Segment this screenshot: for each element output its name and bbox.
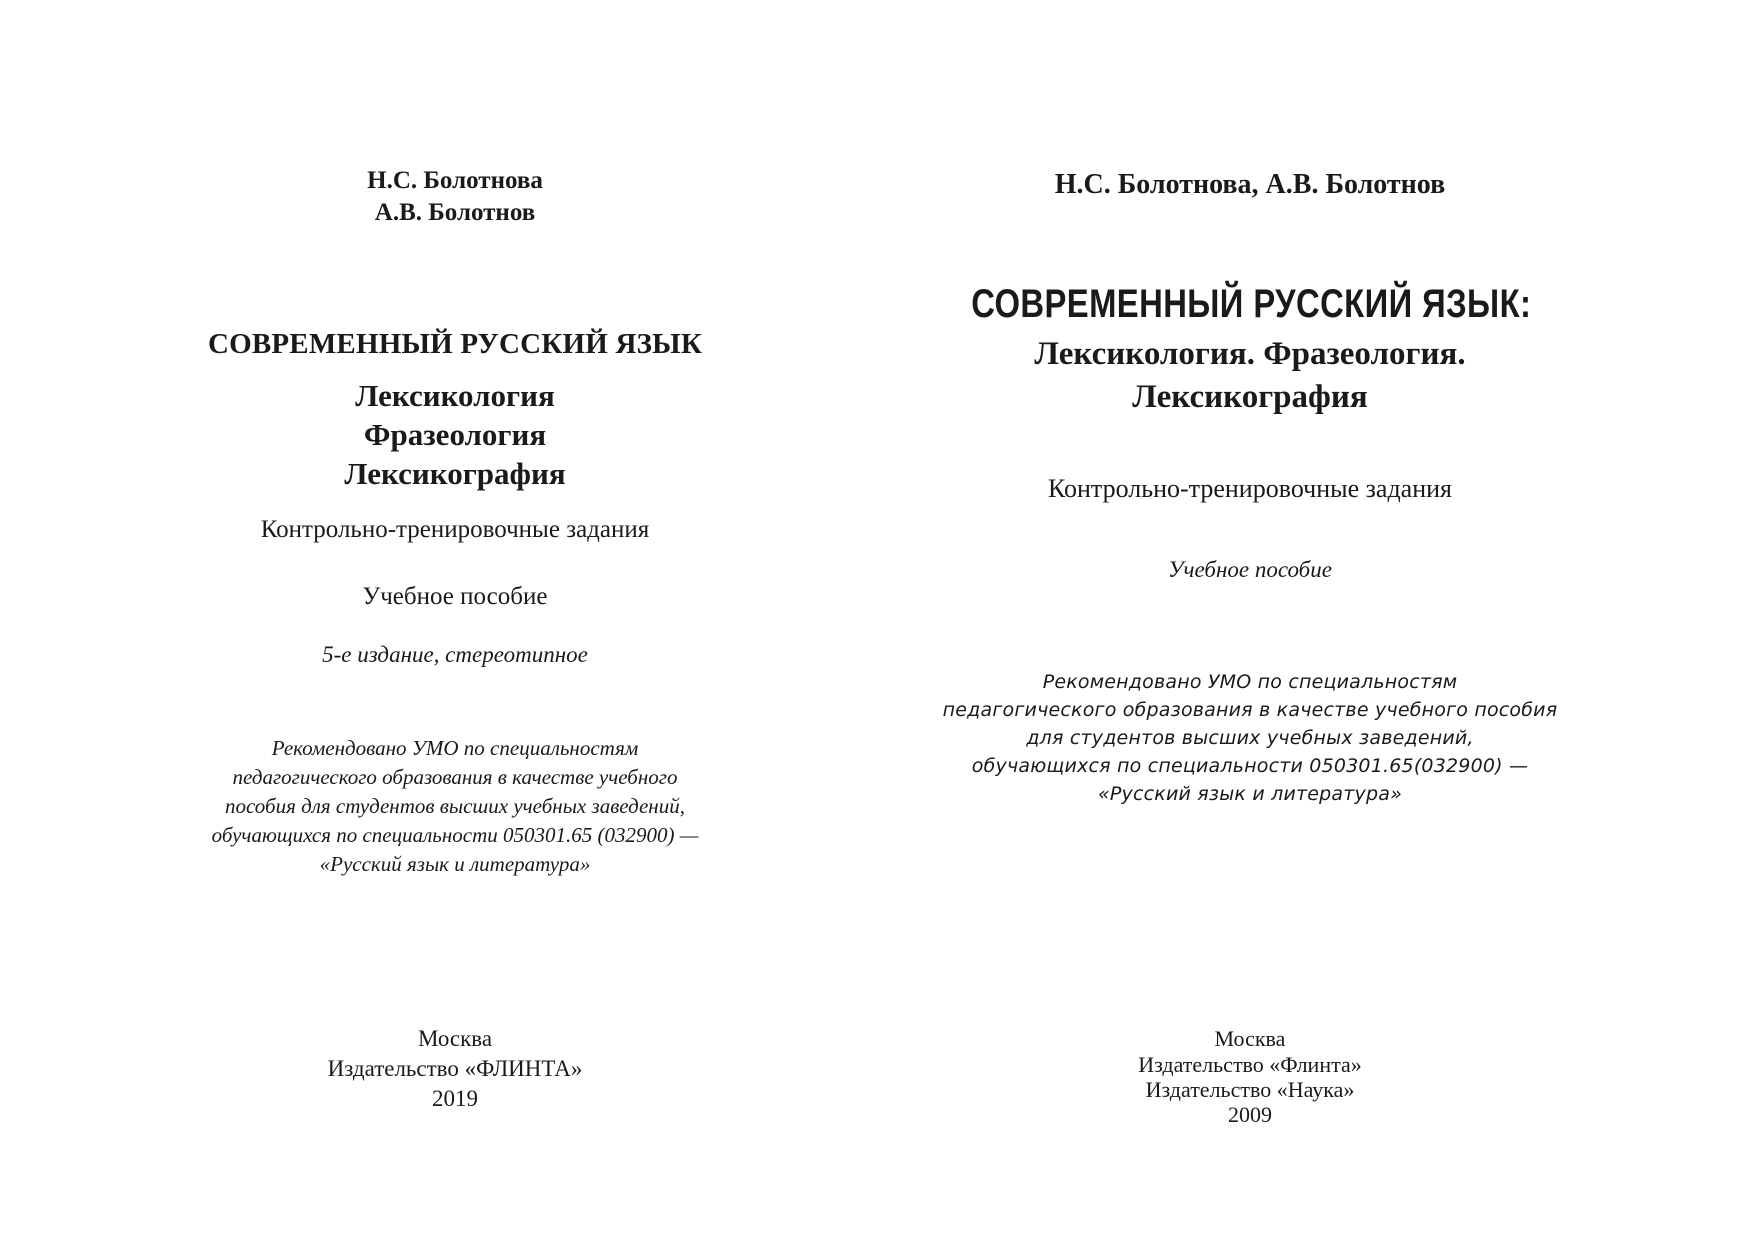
left-recommendation-line: Рекомендовано УМО по специальностям bbox=[271, 736, 639, 760]
left-recommendation-line: педагогического образования в качестве учебного bbox=[232, 765, 678, 789]
right-recommendation-line: Рекомендовано УМО по специальностям bbox=[1042, 671, 1458, 693]
right-year: 2009 bbox=[1228, 1102, 1272, 1127]
right-exercise-type: Контрольно-тренировочные задания bbox=[1047, 474, 1453, 503]
left-recommendation-line: пособия для студентов высших учебных заведений, bbox=[225, 794, 685, 818]
left-subtitle-1: Лексикология bbox=[355, 378, 555, 413]
right-recommendation-line: обучающихся по специальности 050301.65(032900) — bbox=[971, 755, 1529, 777]
right-title-page bbox=[910, 0, 1755, 1240]
left-author-2: А.В. Болотнов bbox=[374, 199, 536, 226]
right-book-type: Учебное пособие bbox=[1168, 557, 1332, 582]
right-authors: Н.С. Болотнова, А.В. Болотнов bbox=[1054, 169, 1446, 200]
right-publisher-1: Издательство «Флинта» bbox=[1138, 1052, 1362, 1077]
right-publisher-2: Издательство «Наука» bbox=[1145, 1077, 1355, 1102]
left-edition: 5-е издание, стереотипное bbox=[322, 642, 588, 667]
right-recommendation-line: педагогического образования в качестве учебного пособия bbox=[942, 699, 1558, 721]
left-subtitle-3: Лексикография bbox=[344, 456, 566, 491]
left-recommendation-line: «Русский язык и литература» bbox=[319, 852, 591, 876]
left-subtitle-2: Фразеология bbox=[363, 417, 547, 452]
right-recommendation-line: «Русский язык и литература» bbox=[1097, 783, 1403, 805]
right-recommendation-line: для студентов высших учебных заведений, bbox=[1026, 727, 1474, 749]
right-subtitle-1: Лексикология. Фразеология. bbox=[1034, 336, 1466, 372]
left-book-title: СОВРЕМЕННЫЙ РУССКИЙ ЯЗЫК bbox=[207, 328, 703, 360]
left-publisher: Издательство «ФЛИНТА» bbox=[327, 1056, 583, 1081]
left-year: 2019 bbox=[432, 1086, 478, 1111]
left-author-1: Н.С. Болотнова bbox=[367, 167, 543, 194]
right-subtitle-2: Лексикография bbox=[1132, 379, 1368, 415]
left-book-type: Учебное пособие bbox=[362, 583, 548, 610]
right-book-title: СОВРЕМЕННЫЙ РУССКИЙ ЯЗЫК: bbox=[971, 282, 1532, 326]
left-recommendation-line: обучающихся по специальности 050301.65 (032900) — bbox=[211, 823, 699, 847]
right-city: Москва bbox=[1214, 1026, 1286, 1051]
left-city: Москва bbox=[417, 1026, 493, 1051]
left-exercise-type: Контрольно-тренировочные задания bbox=[260, 516, 650, 543]
